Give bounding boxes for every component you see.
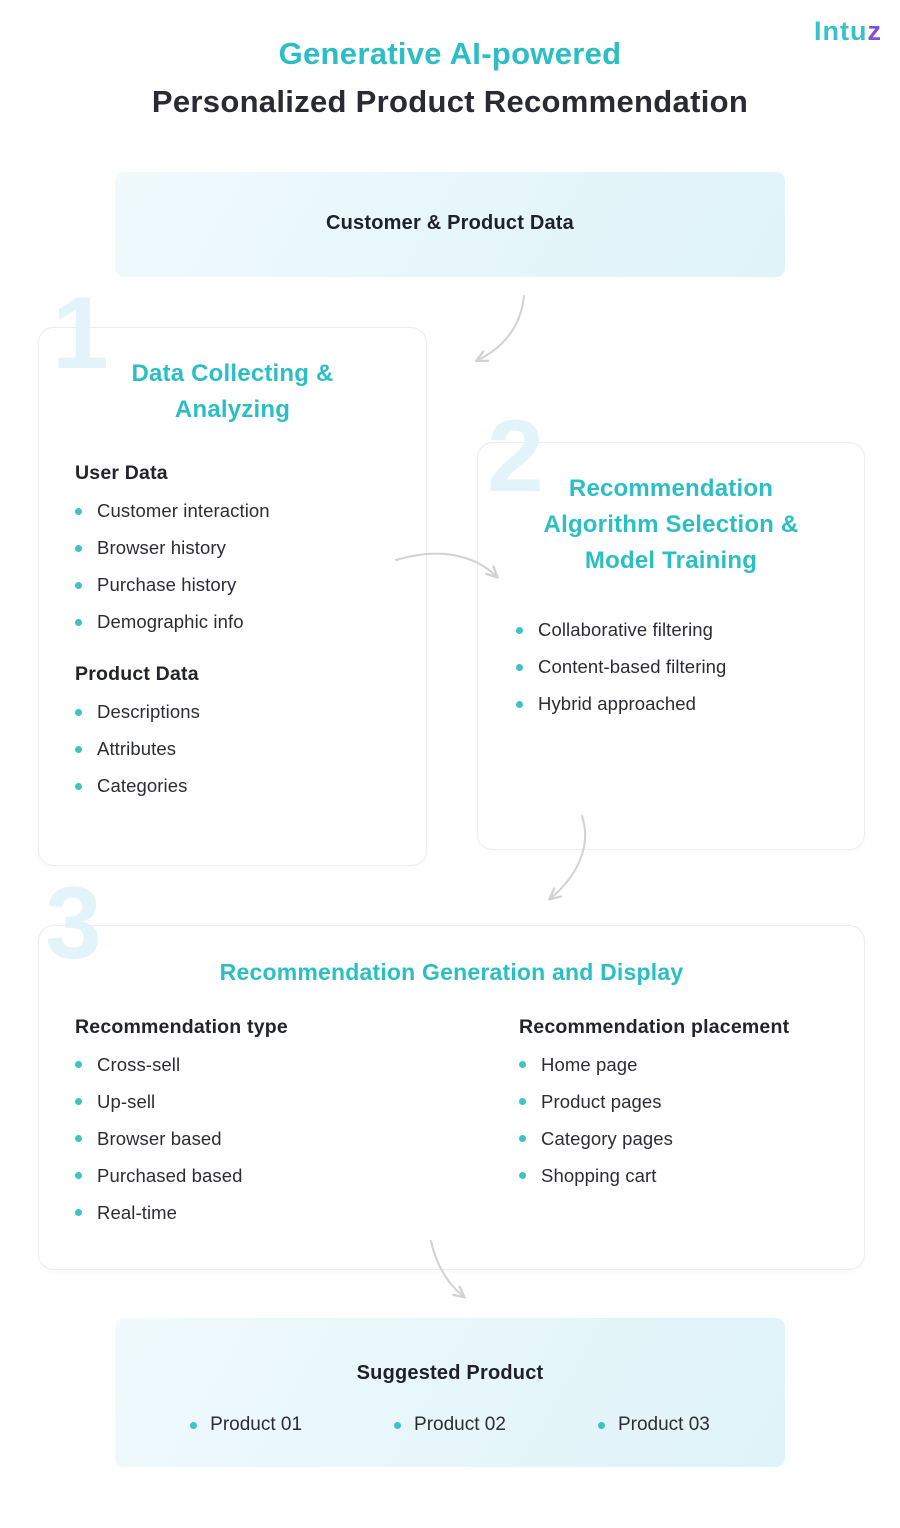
list-item [75,775,426,797]
list-item [598,1414,710,1436]
bullet-dot-icon [75,619,82,626]
list-item-label: Demographic info [97,611,244,632]
list-item-label: Customer interaction [97,500,270,521]
list-item [519,1054,864,1076]
bullet-dot-icon [394,1422,401,1429]
step2-title: Recommendation Algorithm Selection & Model Training [543,475,799,574]
list-item-label: Collaborative filtering [538,619,714,640]
bullet-dot-icon [75,709,82,716]
step1-card [38,327,427,866]
recommendation-placement-column [483,1016,864,1239]
list-item [75,701,426,723]
list-item-label: Product 02 [414,1414,506,1435]
list-item-label: Purchase history [97,574,237,595]
list-item-label: Shopping cart [541,1164,657,1186]
list-item [75,1165,483,1187]
suggested-product-title: Suggested Product [356,1362,544,1384]
page-title [0,36,900,120]
bullet-dot-icon [516,664,523,671]
bullet-dot-icon [516,627,523,634]
recommendation-placement-list [519,1054,864,1187]
list-item-label: Hybrid approached [538,693,697,714]
list-item [190,1414,302,1436]
step3-title: Recommendation Generation and Display [219,959,684,985]
bullet-dot-icon [519,1098,526,1105]
bullet-dot-icon [519,1135,526,1142]
suggested-product-list [115,1414,785,1436]
list-item [516,693,864,715]
product-data-heading: Product Data [75,663,199,685]
recommendation-type-list [75,1054,483,1224]
bullet-dot-icon [519,1061,526,1068]
page-title-line1: Generative AI-powered [278,36,622,71]
list-item-label: Purchased based [97,1164,243,1186]
list-item [75,1091,483,1113]
list-item-label: Cross-sell [97,1053,181,1075]
list-item [519,1165,864,1187]
list-item [519,1091,864,1113]
user-data-list [75,500,426,633]
list-item [75,1054,483,1076]
bullet-dot-icon [75,1098,82,1105]
bullet-dot-icon [75,508,82,515]
list-item [519,1128,864,1150]
bullet-dot-icon [519,1172,526,1179]
bullet-dot-icon [75,545,82,552]
bullet-dot-icon [75,783,82,790]
step1-title: Data Collecting & Analyzing [131,360,334,423]
list-item [394,1414,506,1436]
list-item-label: Descriptions [97,701,200,722]
list-item-label: Browser based [97,1127,222,1149]
bullet-dot-icon [75,1061,82,1068]
list-item-label: Real-time [97,1201,178,1223]
step-number-2: 2 [487,399,544,513]
list-item [75,738,426,760]
list-item [516,656,864,678]
page-title-line2: Personalized Product Recommendation [151,84,749,119]
arrow-source-to-step1 [478,296,524,360]
step3-card [38,925,865,1270]
bullet-dot-icon [75,1172,82,1179]
bullet-dot-icon [75,582,82,589]
suggested-product-panel [115,1318,785,1467]
list-item-label: Content-based filtering [538,656,727,677]
logo-text-main: Intu [814,16,868,46]
list-item [75,574,426,596]
recommendation-type-column [39,1016,483,1239]
bullet-dot-icon [75,1135,82,1142]
logo-text-accent: z [867,16,882,46]
list-item [516,619,864,641]
source-panel-label: Customer & Product Data [326,212,574,234]
step-number-1: 1 [52,276,109,390]
customer-product-data-panel [115,172,785,277]
bullet-dot-icon [75,746,82,753]
bullet-dot-icon [516,701,523,708]
list-item-label: Up-sell [97,1090,156,1112]
list-item [75,1128,483,1150]
list-item-label: Product 03 [617,1414,710,1435]
bullet-dot-icon [75,1209,82,1216]
list-item-label: Home page [541,1053,638,1075]
product-data-list [75,701,426,797]
recommendation-placement-heading: Recommendation placement [519,1015,790,1038]
list-item [75,1202,483,1224]
list-item [75,611,426,633]
list-item [75,500,426,522]
step-number-3: 3 [45,866,102,980]
algorithm-list [516,619,864,715]
bullet-dot-icon [598,1422,605,1429]
list-item-label: Attributes [97,738,177,759]
step2-card [477,442,865,850]
list-item-label: Product 01 [210,1414,303,1435]
list-item [75,537,426,559]
user-data-heading: User Data [75,462,168,484]
bullet-dot-icon [190,1422,197,1429]
list-item-label: Browser history [97,537,226,558]
recommendation-type-heading: Recommendation type [75,1015,288,1038]
list-item-label: Category pages [541,1127,674,1149]
list-item-label: Product pages [541,1090,662,1112]
list-item-label: Categories [97,775,188,796]
